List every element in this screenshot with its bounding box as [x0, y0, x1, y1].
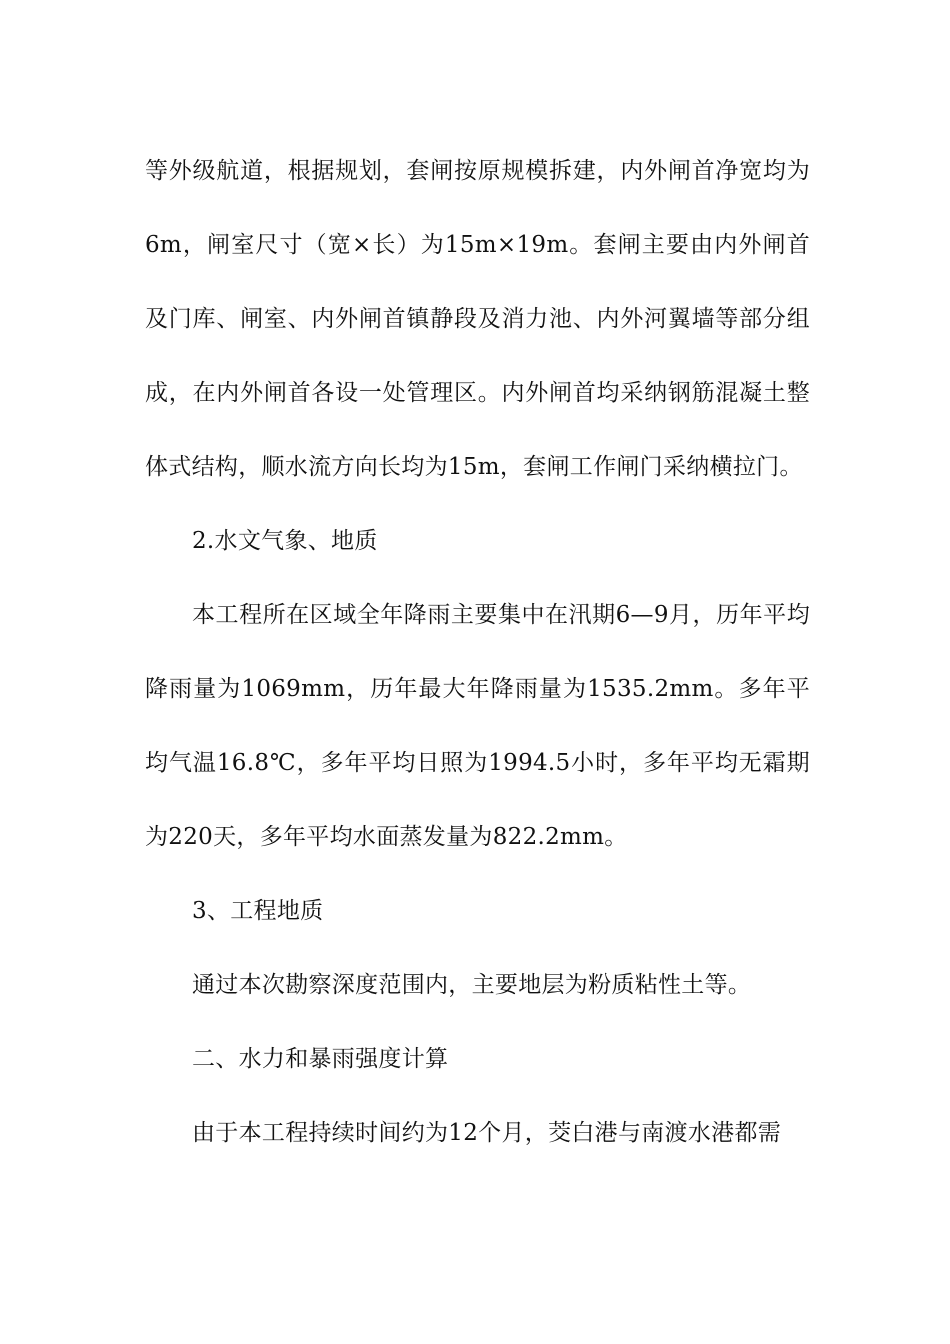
section-heading-geology: 3、工程地质: [192, 898, 324, 924]
paragraph-lock-description: 等外级航道，根据规划，套闸按原规模拆建，内外闸首净宽均为6m，闸室尺寸（宽×长）为15m×19m。套闸主要由内外闸首及门库、闸室、内外闸首镇静段及消力池、内外河翼墙等部分组成，在内外闸首各设一处管理区。内外闸首均采纳钢筋混凝土整体式结构，顺水流方向长均为15m，套闸工作闸门采纳横拉门。: [145, 158, 810, 480]
paragraph-geology: 通过本次勘察深度范围内，主要地层为粉质粘性土等。: [192, 972, 752, 998]
section-heading-hydrology: 2.水文气象、地质: [192, 528, 378, 554]
section-heading-hydraulics: 二、水力和暴雨强度计算: [192, 1046, 449, 1072]
paragraph-hydrology: 本工程所在区域全年降雨主要集中在汛期6—9月，历年平均降雨量为1069mm，历年最大年降雨量为1535.2mm。多年平均气温16.8℃，多年平均日照为1994.5小时，多年平均无霜期为220天，多年平均水面蒸发量为822.2mm。: [145, 602, 810, 850]
document-body: [145, 134, 810, 1170]
paragraph-hydraulics: 由于本工程持续时间约为12个月，茭白港与南渡水港都需: [192, 1120, 782, 1146]
